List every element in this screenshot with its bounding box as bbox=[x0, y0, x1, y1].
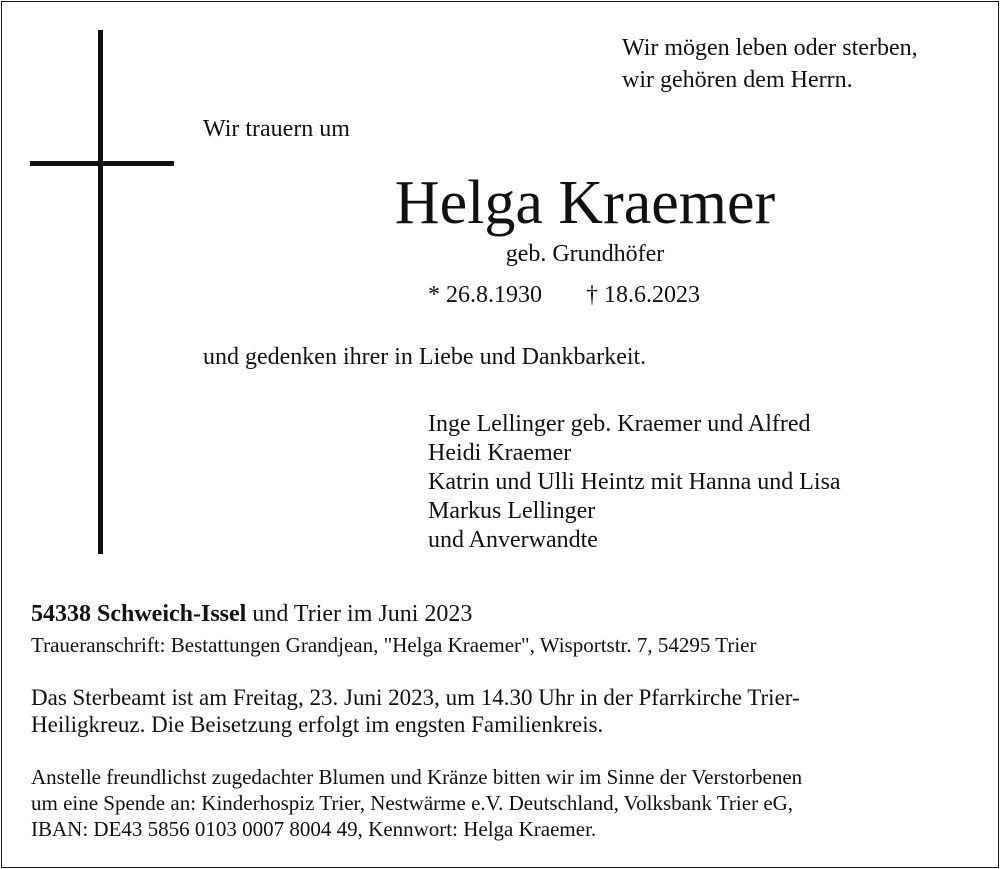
deceased-name: Helga Kraemer bbox=[394, 169, 776, 237]
donation-line: um eine Spende an: Kinderhospiz Trier, Nestwärme e.V. Deutschland, Volksbank Trier eG, bbox=[31, 791, 794, 815]
mourners-list bbox=[428, 410, 841, 555]
service-line: Das Sterbeamt ist am Freitag, 23. Juni 2023, um 14.30 Uhr in der Pfarrkirche Trier- bbox=[31, 685, 800, 710]
donation-line: Anstelle freundlichst zugedachter Blumen und Kränze bitten wir im Sinne der Verstorbenen bbox=[31, 765, 803, 789]
mourner-line: Markus Lellinger bbox=[428, 498, 596, 524]
life-dates bbox=[428, 282, 700, 309]
intro-text: Wir trauern um bbox=[203, 116, 350, 142]
mourner-line: und Anverwandte bbox=[428, 527, 598, 553]
service-line: Heiligkreuz. Die Beisetzung erfolgt im engsten Familienkreis. bbox=[31, 712, 604, 737]
birth-date: * 26.8.1930 bbox=[428, 282, 542, 308]
donation-line: IBAN: DE43 5856 0103 0007 8004 49, Kennwort: Helga Kraemer. bbox=[31, 817, 597, 841]
mourner-line: Heidi Kraemer bbox=[428, 440, 572, 466]
death-date: † 18.6.2023 bbox=[586, 282, 700, 308]
mourner-line: Inge Lellinger geb. Kraemer und Alfred bbox=[428, 411, 811, 437]
bible-verse bbox=[622, 32, 918, 96]
place-bold: 54338 Schweich-Issel bbox=[31, 601, 247, 627]
remembrance-text: und gedenken ihrer in Liebe und Dankbarkeit. bbox=[203, 344, 647, 370]
cross-icon-horizontal-bar bbox=[30, 161, 174, 166]
bible-verse-line: wir gehören dem Herrn. bbox=[622, 67, 853, 93]
place-rest: und Trier im Juni 2023 bbox=[246, 601, 473, 627]
mourning-address: Traueranschrift: Bestattungen Grandjean, "Helga Kraemer", Wisportstr. 7, 54295 Trier bbox=[31, 633, 757, 657]
donation-request bbox=[31, 764, 802, 842]
funeral-service-info bbox=[31, 684, 800, 738]
place-and-date bbox=[31, 601, 472, 628]
cross-icon-vertical-bar bbox=[98, 30, 103, 554]
mourner-line: Katrin und Ulli Heintz mit Hanna und Lisa bbox=[428, 469, 841, 495]
birth-name: geb. Grundhöfer bbox=[505, 241, 665, 267]
bible-verse-line: Wir mögen leben oder sterben, bbox=[622, 35, 918, 61]
